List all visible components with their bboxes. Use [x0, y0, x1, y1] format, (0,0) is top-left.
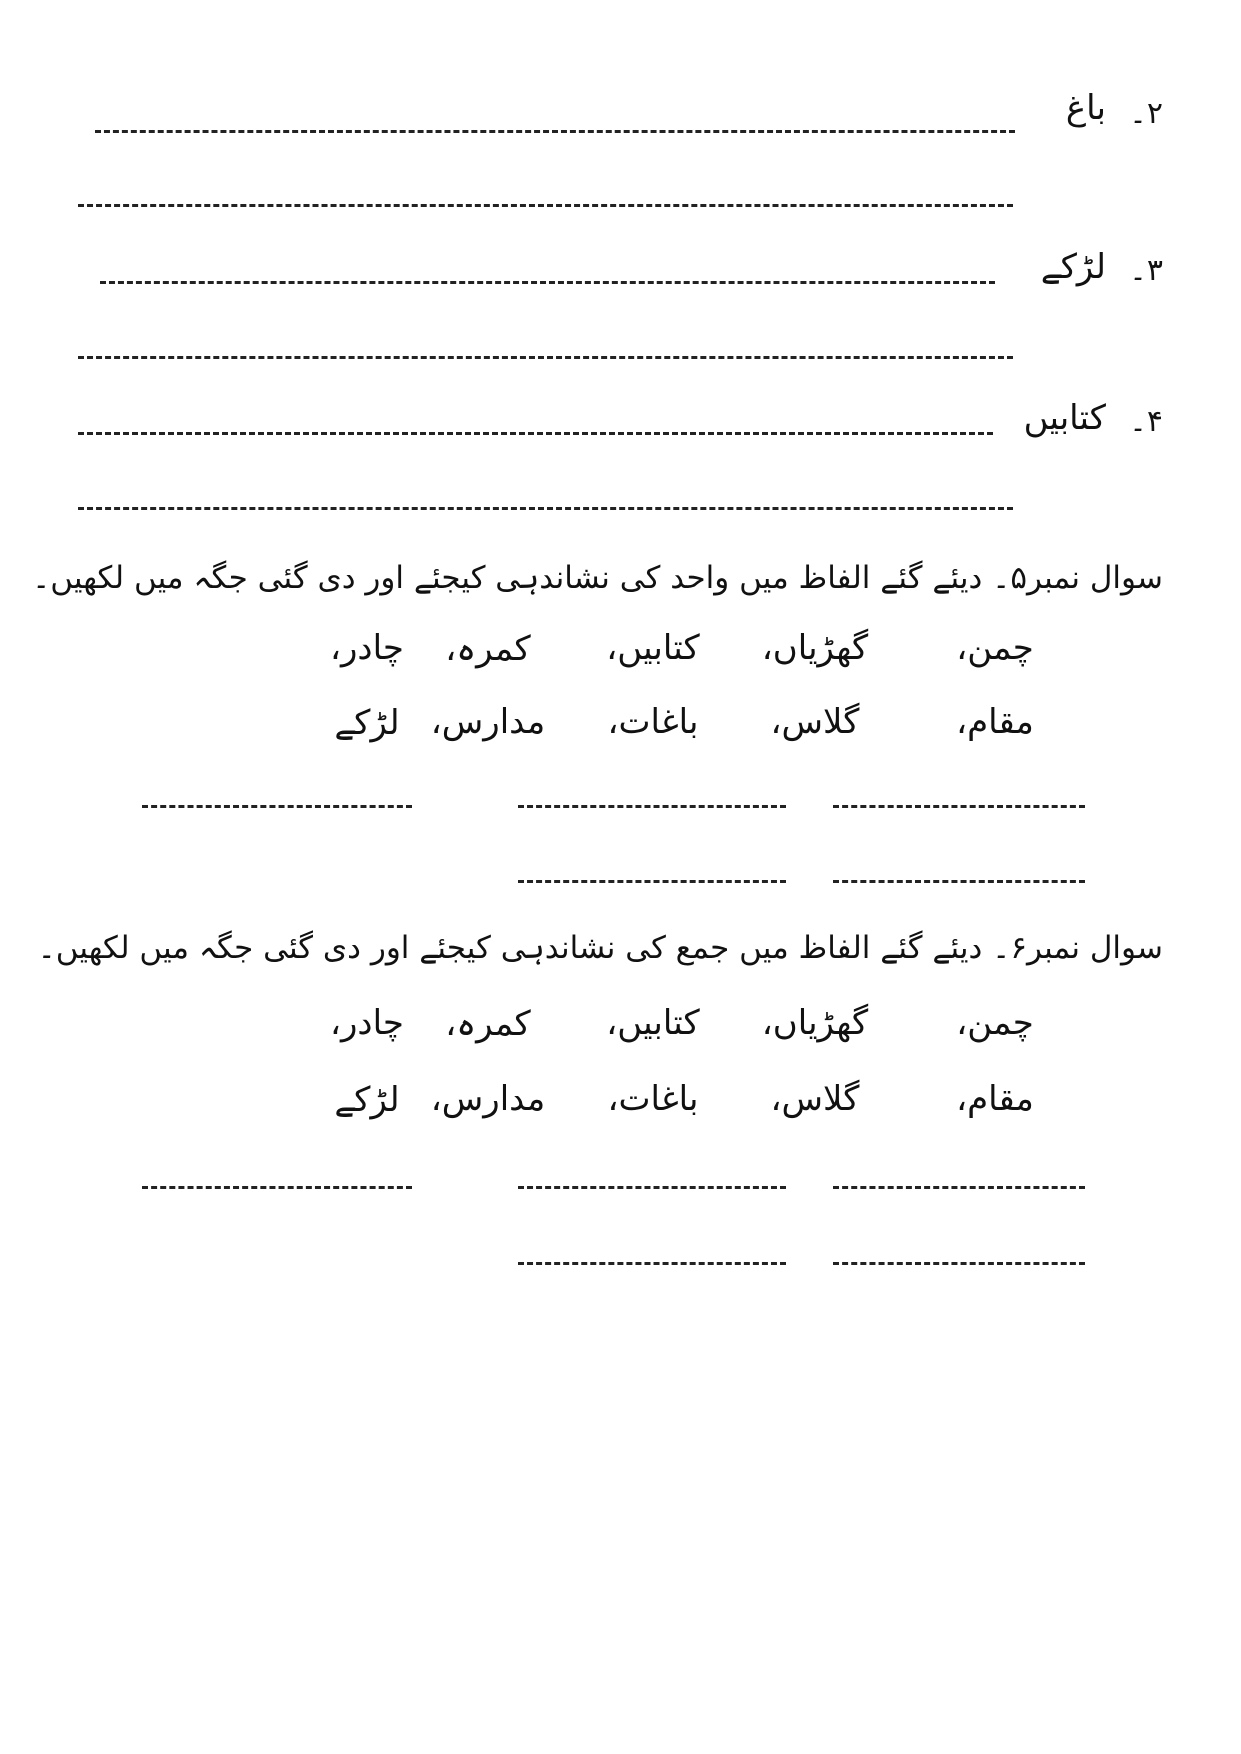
answer-line[interactable]: [518, 1186, 786, 1189]
word-option: گھڑیاں،: [761, 628, 869, 668]
word-option: کمرہ،: [445, 1004, 531, 1044]
word-option: مقام،: [956, 702, 1034, 742]
word-option: کتابیں،: [606, 1003, 700, 1043]
word-option: کمرہ،: [445, 629, 531, 669]
word-option: مقام،: [956, 1079, 1034, 1119]
answer-line[interactable]: [78, 204, 1013, 207]
item-number: ۴۔: [1129, 404, 1163, 439]
answer-line[interactable]: [518, 880, 786, 883]
word-option: کتابیں،: [606, 628, 700, 668]
word-option: لڑکے: [334, 703, 400, 743]
word-option: مدارس،: [430, 1079, 546, 1119]
word-option: گلاس،: [770, 702, 860, 742]
word-option: چمن،: [956, 628, 1034, 668]
word-option: گھڑیاں،: [761, 1003, 869, 1043]
item-word: لڑکے: [1040, 247, 1106, 287]
word-option: چادر،: [330, 628, 404, 668]
word-option: چادر،: [330, 1003, 404, 1043]
answer-line[interactable]: [833, 1262, 1085, 1265]
answer-line[interactable]: [142, 1186, 412, 1189]
word-option: باغات،: [607, 702, 699, 742]
word-option: چمن،: [956, 1003, 1034, 1043]
word-option: مدارس،: [430, 702, 546, 742]
answer-line[interactable]: [518, 1262, 786, 1265]
question-title: سوال نمبر۵۔ دیئے گئے الفاظ میں واحد کی نشاندہی کیجئے اور دی گئی جگہ میں لکھیں۔: [32, 560, 1163, 596]
word-option: گلاس،: [770, 1079, 860, 1119]
answer-line[interactable]: [142, 805, 412, 808]
answer-line[interactable]: [833, 1186, 1085, 1189]
answer-line[interactable]: [100, 281, 995, 284]
item-number: ۲۔: [1129, 96, 1163, 131]
item-word: کتابیں: [1023, 398, 1106, 438]
question-title: سوال نمبر۶۔ دیئے گئے الفاظ میں جمع کی نشاندہی کیجئے اور دی گئی جگہ میں لکھیں۔: [37, 930, 1163, 966]
answer-line[interactable]: [833, 805, 1085, 808]
answer-line[interactable]: [78, 432, 993, 435]
answer-line[interactable]: [78, 507, 1013, 510]
item-word: باغ: [1065, 88, 1106, 128]
answer-line[interactable]: [95, 130, 1015, 133]
answer-line[interactable]: [78, 356, 1013, 359]
item-number: ۳۔: [1129, 253, 1163, 288]
answer-line[interactable]: [833, 880, 1085, 883]
word-option: باغات،: [607, 1079, 699, 1119]
answer-line[interactable]: [518, 805, 786, 808]
word-option: لڑکے: [334, 1080, 400, 1120]
